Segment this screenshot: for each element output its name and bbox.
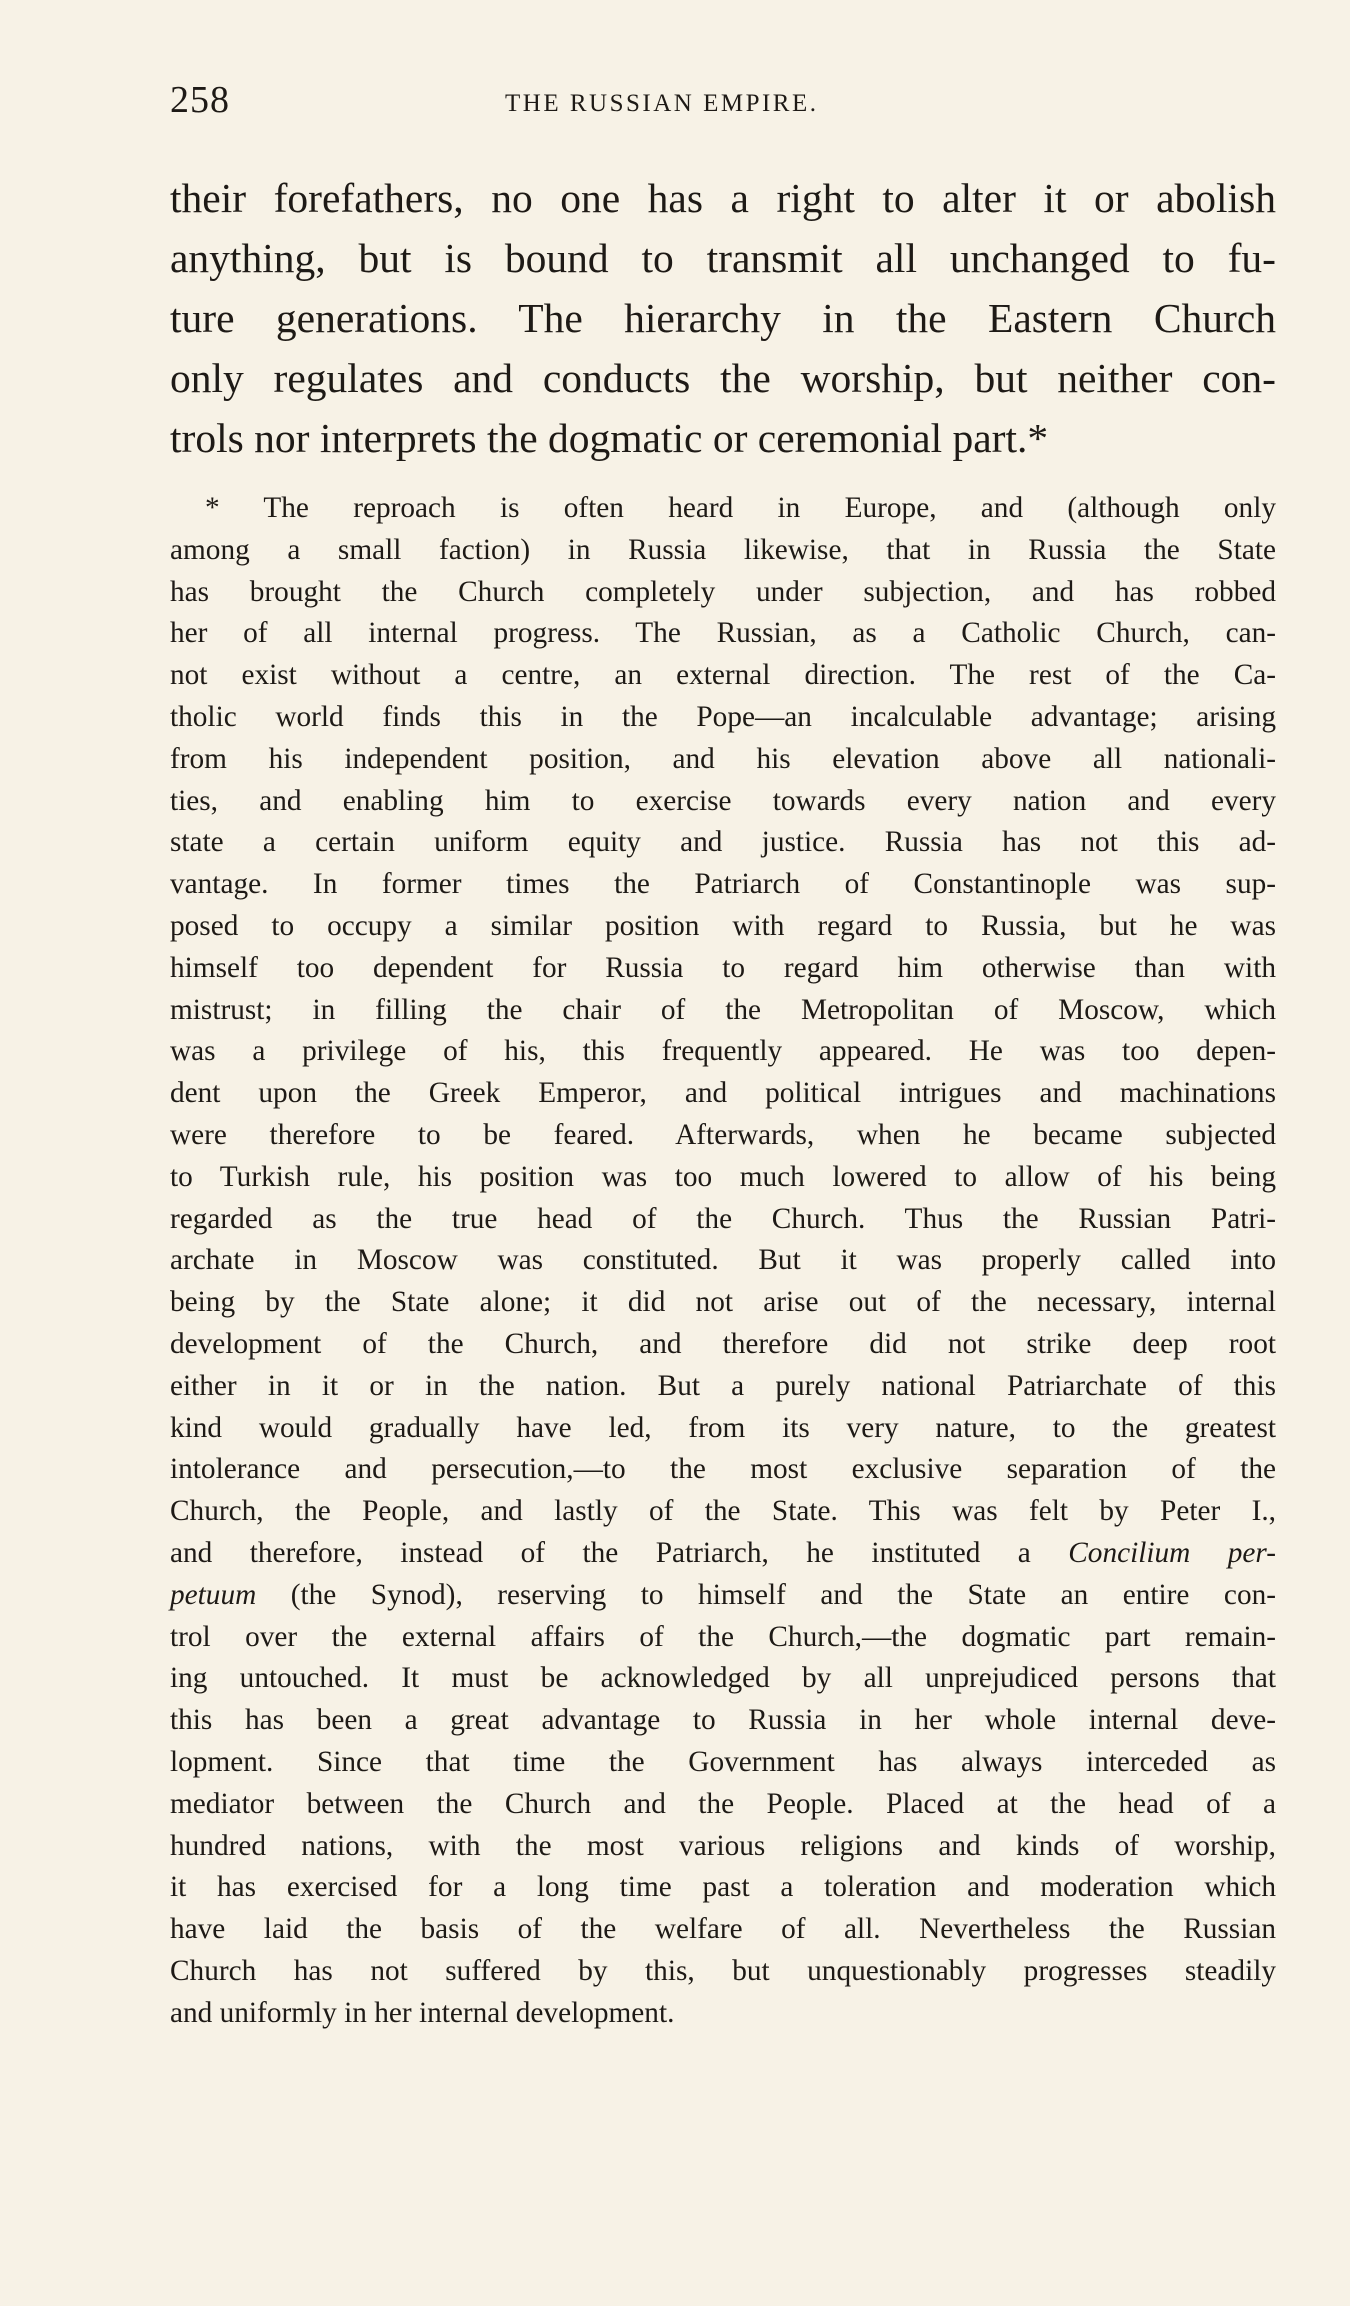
footnote-text: (the Synod), reserving to himself and the State an entire con- bbox=[256, 1578, 1276, 1611]
footnote-line bbox=[170, 1575, 1276, 1617]
body-line: only regulates and conducts the worship, but neither con- bbox=[170, 355, 1276, 401]
footnote-line: Church has not suffered by this, but unquestionably progresses steadily bbox=[170, 1954, 1276, 1987]
page-number: 258 bbox=[170, 79, 230, 121]
footnote-line: have laid the basis of the welfare of all. Nevertheless the Russian bbox=[170, 1913, 1276, 1946]
body-line: anything, but is bound to transmit all unchanged to fu- bbox=[170, 235, 1276, 281]
footnote-line: not exist without a centre, an external direction. The rest of the Ca- bbox=[170, 659, 1276, 692]
footnote-line bbox=[170, 1533, 1276, 1575]
footnote-line: intolerance and persecution,—to the most exclusive separation of the bbox=[170, 1453, 1276, 1486]
footnote-line: mistrust; in filling the chair of the Metropolitan of Moscow, which bbox=[170, 993, 1276, 1026]
footnote-line: himself too dependent for Russia to regard him otherwise than with bbox=[170, 951, 1276, 984]
running-head bbox=[170, 78, 1276, 128]
footnote-line: tholic world finds this in the Pope—an incalculable advantage; arising bbox=[170, 700, 1276, 733]
body-line: trols nor interprets the dogmatic or ceremonial part.* bbox=[170, 415, 1049, 461]
running-title: THE RUSSIAN EMPIRE. bbox=[505, 90, 819, 117]
footnote-line: regarded as the true head of the Church. Thus the Russian Patri- bbox=[170, 1202, 1276, 1235]
footnote bbox=[170, 488, 1276, 2034]
body-line: ture generations. The hierarchy in the Eastern Church bbox=[170, 295, 1276, 341]
footnote-line: it has exercised for a long time past a toleration and moderation which bbox=[170, 1871, 1276, 1904]
footnote-line: ties, and enabling him to exercise towards every nation and every bbox=[170, 784, 1276, 817]
footnote-line: were therefore to be feared. Afterwards, when he became subjected bbox=[170, 1118, 1276, 1151]
footnote-line: dent upon the Greek Emperor, and political intrigues and machinations bbox=[170, 1077, 1276, 1110]
footnote-line: trol over the external affairs of the Church,—the dogmatic part remain- bbox=[170, 1620, 1276, 1653]
footnote-line: * The reproach is often heard in Europe, and (although only bbox=[205, 492, 1276, 524]
body-line: their forefathers, no one has a right to alter it or abolish bbox=[170, 175, 1276, 221]
footnote-line: archate in Moscow was constituted. But it was properly called into bbox=[170, 1244, 1276, 1277]
footnote-line: posed to occupy a similar position with regard to Russia, but he was bbox=[170, 909, 1276, 942]
footnote-line: ing untouched. It must be acknowledged by all unprejudiced persons that bbox=[170, 1662, 1276, 1695]
footnote-line: either in it or in the nation. But a purely national Patriarchate of this bbox=[170, 1369, 1276, 1402]
footnote-line: state a certain uniform equity and justice. Russia has not this ad- bbox=[170, 826, 1276, 859]
footnote-line: has brought the Church completely under subjection, and has robbed bbox=[170, 575, 1276, 608]
footnote-line: her of all internal progress. The Russian, as a Catholic Church, can- bbox=[170, 617, 1276, 650]
footnote-line: being by the State alone; it did not arise out of the necessary, internal bbox=[170, 1286, 1276, 1319]
footnote-text: and therefore, instead of the Patriarch, he instituted a bbox=[170, 1536, 1069, 1569]
footnote-line: from his independent position, and his elevation above all nationali- bbox=[170, 742, 1276, 775]
footnote-line: Church, the People, and lastly of the State. This was felt by Peter I., bbox=[170, 1495, 1276, 1528]
footnote-line: among a small faction) in Russia likewise, that in Russia the State bbox=[170, 533, 1276, 566]
footnote-line: was a privilege of his, this frequently appeared. He was too depen- bbox=[170, 1035, 1276, 1068]
body-paragraph bbox=[170, 168, 1276, 468]
footnote-italic-term: petuum bbox=[170, 1578, 257, 1611]
footnote-line: vantage. In former times the Patriarch of Constantinople was sup- bbox=[170, 868, 1276, 901]
footnote-line: mediator between the Church and the People. Placed at the head of a bbox=[170, 1787, 1276, 1820]
footnote-line: this has been a great advantage to Russia in her whole internal deve- bbox=[170, 1704, 1276, 1737]
footnote-line: hundred nations, with the most various religions and kinds of worship, bbox=[170, 1829, 1276, 1862]
footnote-line: to Turkish rule, his position was too much lowered to allow of his being bbox=[170, 1160, 1276, 1193]
footnote-line: kind would gradually have led, from its very nature, to the greatest bbox=[170, 1411, 1276, 1444]
footnote-italic-term: Concilium per- bbox=[1068, 1536, 1276, 1569]
footnote-line: development of the Church, and therefore did not strike deep root bbox=[170, 1327, 1276, 1360]
footnote-line: lopment. Since that time the Government has always interceded as bbox=[170, 1745, 1276, 1778]
footnote-line: and uniformly in her internal development. bbox=[170, 1996, 675, 2029]
